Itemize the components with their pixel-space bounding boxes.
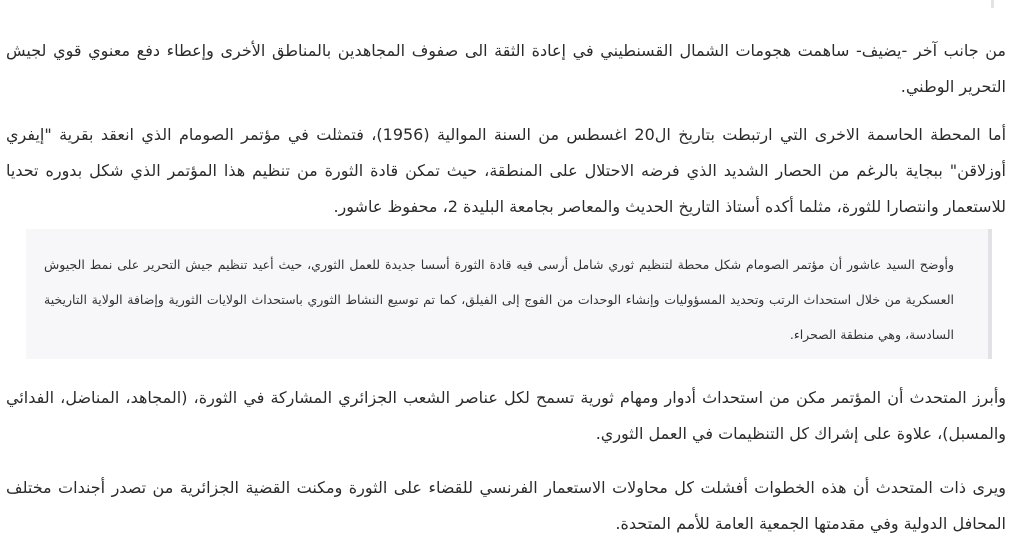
article-paragraph-1: من جانب آخر -يضيف- ساهمت هجومات الشمال القسنطيني في إعادة الثقة الى صفوف المجاهدين بالمناطق الأخرى وإعطاء دفع معنوي قوي لجيش التحرير الوطني.: [6, 41, 1006, 96]
blockquote: [26, 229, 992, 359]
blockquote-text: وأوضح السيد عاشور أن مؤتمر الصومام شكل محطة لتنظيم ثوري شامل أرسى فيه قادة الثورة أسسا جديدة للعمل الثوري، حيث أعيد تنظيم جيش التحرير على نمط الجيوش العسكرية من خلال استحداث الرتب وتحديد المسؤوليات وإنشاء الوحدات من الفوج إلى الفيلق، كما تم توسيع النشاط الثوري باستحداث الولايات الثورية وإضافة الولاية التاريخية السادسة، وهي منطقة الصحراء.: [44, 257, 954, 342]
article-paragraph-4: ويرى ذات المتحدث أن هذه الخطوات أفشلت كل محاولات الاستعمار الفرنسي للقضاء على الثورة ومكنت القضية الجزائرية من تصدر أجندات مختلف المحافل الدولية وفي مقدمتها الجمعية العامة للأمم المتحدة.: [6, 478, 1006, 533]
article-paragraph-2: أما المحطة الحاسمة الاخرى التي ارتبطت بتاريخ ال20 اغسطس من السنة الموالية (1956)، فتمثلت في مؤتمر الصومام الذي انعقد بقرية "إيفري أوزلاقن" ببجاية بالرغم من الحصار الشديد الذي فرضه الاحتلال على المنطقة، حيث تمكن قادة الثورة من تنظيم هذا المؤتمر الذي شكل بدوره تحديا للاستعمار وانتصارا للثورة، مثلما أكده أستاذ التاريخ الحديث والمعاصر بجامعة البليدة 2، محفوظ عاشور.: [6, 125, 1007, 216]
top-divider: [991, 0, 994, 8]
article-paragraph-3: وأبرز المتحدث أن المؤتمر مكن من استحداث أدوار ومهام ثورية تسمح لكل عناصر الشعب الجزائري المشاركة في الثورة، (المجاهد، المناضل، الفدائي والمسبل)، علاوة على إشراك كل التنظيمات في العمل الثوري.: [6, 388, 1006, 443]
